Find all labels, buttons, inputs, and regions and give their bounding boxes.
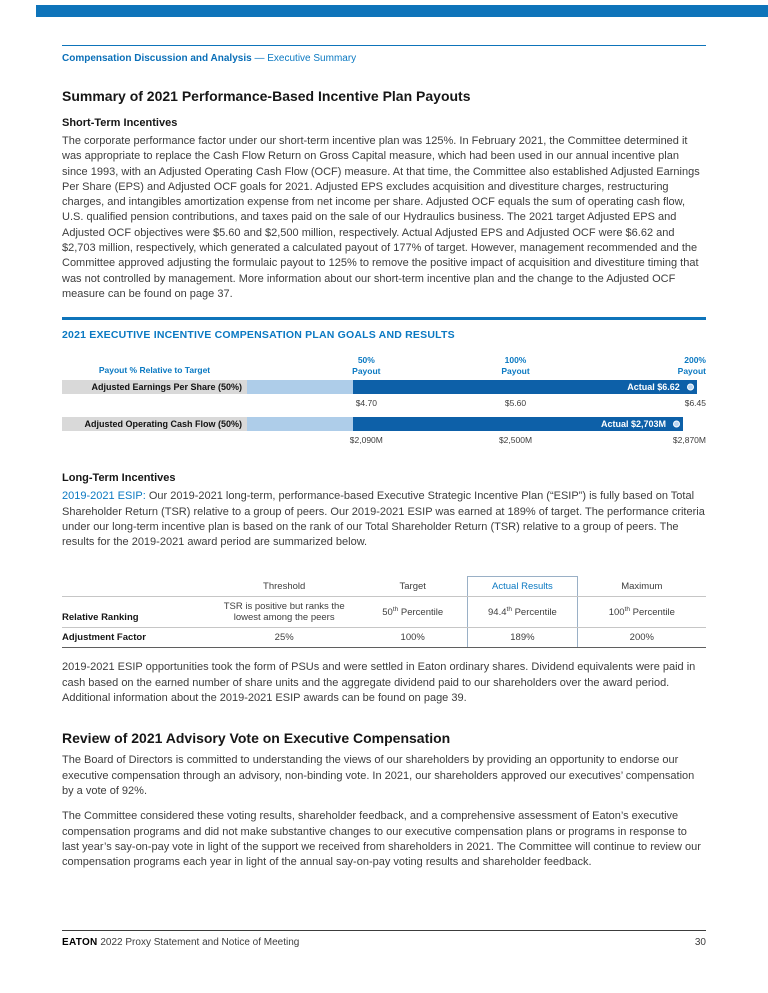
eps-actual-value: Actual $6.62: [627, 382, 680, 393]
footer-brand: EATON: [62, 937, 98, 948]
ocf-actual-marker-dot: [673, 421, 680, 428]
col-header-200-payout: [678, 355, 706, 376]
chart-column-headers: [247, 350, 706, 376]
ocf-bar-threshold-segment: [247, 417, 353, 431]
col-header-100-payout: [501, 355, 529, 376]
chart-row-eps-label: Adjusted Earnings Per Share (50%): [62, 380, 247, 394]
col-header-50-top: 50%: [357, 355, 375, 366]
page-footer: [62, 930, 706, 948]
col-header-200-top: 200%: [684, 355, 706, 366]
short-term-paragraph: The corporate performance factor under our short-term incentive plan was 125%. In February 2021, the Committee determined it was appropriate to replace the Cash Flow Return on Gross Capital measure, which had been used in our annual incentive plan since 1993, with an Adjusted Operating Cash Flow (OCF) measure. At that time, the Committee also established Adjusted Earnings Per Share (EPS) and Adjusted OCF goals for 2021. Adjusted EPS excludes acquisition and divestiture charges, restructuring charges, and intangibles amortization expense from net income per share. Adjusted OCF equals the sum of operating cash flow, U.S. qualified pension contributions, and taxes paid on the sale of our Hydraulics business. The 2021 target Adjusted EPS and Adjusted OCF objectives were $5.60 and $2,500 million, respectively. Actual Adjusted EPS and Adjusted OCF were $6.62 and $2,703 million, respectively, which generated a calculated payout of 177% of target. However, management recommended and the Committee approved adjusting the formulaic payout to 125% to remove the positive impact of acquisition and divestiture timing that was not controlled by management. More information about our short-term incentive plan and the change to the Adjusted OCF measure can be found on page 37.: [62, 135, 700, 300]
chart-row-ocf: [62, 417, 706, 431]
long-term-body-text: Our 2019-2021 long-term, performance-based Executive Strategic Incentive Plan (“ESIP”) is fully based on Total Shareholder Return (TSR) relative to a group of peers. Our 2019-2021 ESIP was earned at 189% of target. The performance criteria under our long-term incentive plan is based on the rank of our Total Shareholder Return (TSR) relative to a group of peers. The results for the 2019-2021 award period are summarized below.: [62, 490, 705, 549]
eps-tick-200: $6.45: [684, 398, 706, 409]
chart-header-row: [62, 350, 706, 376]
chart-row-ocf-ticks: [62, 433, 706, 454]
cell-ranking-target: 50th Percentile: [358, 597, 467, 628]
chart-row-ocf-bar: [247, 417, 706, 431]
eps-tick-values: [247, 396, 706, 409]
esip-settlement-paragraph: 2019-2021 ESIP opportunities took the form of PSUs and were settled in Eaton ordinary shares. Dividend equivalents were paid in cash based on the earned number of share units and the aggregate dividend paid to our shareholders over the award period. Additional information about the 2019-2021 ESIP awards can be found on page 39.: [62, 661, 696, 705]
cell-factor-maximum: 200%: [577, 628, 706, 648]
review-section-title: Review of 2021 Advisory Vote on Executive Compensation: [62, 730, 451, 747]
breadcrumb-subsection: — Executive Summary: [251, 53, 357, 64]
ocf-tick-50: $2,090M: [349, 435, 383, 446]
header-target: Target: [358, 577, 467, 597]
ltip-results-table: [62, 576, 706, 648]
eps-actual-marker-dot: [687, 384, 694, 391]
incentive-payout-chart: [62, 350, 706, 454]
cell-ranking-threshold: TSR is positive but ranks the lowest among the peers: [210, 597, 358, 628]
col-header-100-top: 100%: [504, 355, 527, 366]
ocf-tick-values: [247, 433, 706, 446]
eps-tick-50: $4.70: [355, 398, 377, 409]
breadcrumb: [62, 45, 706, 64]
breadcrumb-section: Compensation Discussion and Analysis: [62, 53, 252, 64]
spacer: [62, 433, 247, 447]
chart-axis-label: Payout % Relative to Target: [98, 365, 211, 376]
eps-bar-actual-segment: [353, 380, 697, 394]
col-header-200-bottom: Payout: [677, 365, 706, 376]
col-header-100-bottom: Payout: [501, 365, 530, 376]
esip-link[interactable]: 2019-2021 ESIP:: [62, 490, 146, 503]
page-title: Summary of 2021 Performance-Based Incentive Plan Payouts: [62, 88, 471, 104]
page-content: [62, 0, 706, 870]
chart-row-eps-ticks: [62, 396, 706, 417]
col-header-50-bottom: Payout: [352, 365, 381, 376]
short-term-heading: Short-Term Incentives: [62, 117, 178, 129]
header-threshold: Threshold: [210, 577, 358, 597]
ocf-actual-value: Actual $2,703M: [601, 419, 667, 430]
header-maximum: Maximum: [577, 577, 706, 597]
cell-factor-threshold: 25%: [210, 628, 358, 648]
ocf-bar-actual-segment: [353, 417, 683, 431]
cell-ranking-actual: 94.4th Percentile: [468, 597, 577, 628]
row-label-relative-ranking: Relative Ranking: [62, 597, 210, 628]
chart-title: 2021 EXECUTIVE INCENTIVE COMPENSATION PLAN GOALS AND RESULTS: [62, 329, 455, 342]
spacer: [62, 396, 247, 410]
header-empty: [62, 577, 210, 597]
col-header-50-payout: [352, 355, 380, 376]
eps-bar-threshold-segment: [247, 380, 353, 394]
footer-page-number: 30: [694, 937, 706, 948]
eps-tick-100: $5.60: [504, 398, 527, 409]
table-row-relative-ranking: [62, 597, 706, 628]
ocf-tick-200: $2,870M: [672, 435, 706, 446]
row-label-adjustment-factor: Adjustment Factor: [62, 628, 210, 648]
footer-left: [62, 937, 299, 948]
chart-row-ocf-label: Adjusted Operating Cash Flow (50%): [62, 417, 247, 431]
review-paragraph-2: The Committee considered these voting results, shareholder feedback, and a comprehensive assessment of Eaton’s executive compensation programs and did not make substantive changes to our executive compensation plans or programs in response to last year’s say-on-pay vote in light of the support we received from shareholders in 2021. The Committee will continue to review our compensation programs each year in light of the annual say-on-pay voting results and shareholder feedback.: [62, 810, 701, 869]
chart-row-eps: [62, 380, 706, 394]
long-term-heading: Long-Term Incentives: [62, 472, 176, 485]
long-term-paragraph: [62, 489, 706, 550]
cell-factor-actual: 189%: [468, 628, 577, 648]
table-row-adjustment-factor: [62, 628, 706, 648]
ocf-tick-100: $2,500M: [498, 435, 533, 446]
footer-doc-title: 2022 Proxy Statement and Notice of Meeting: [97, 937, 300, 948]
table-header-row: [62, 577, 706, 597]
cell-ranking-maximum: 100th Percentile: [577, 597, 706, 628]
chart-top-rule: [62, 317, 706, 320]
header-actual-results: Actual Results: [468, 577, 577, 597]
review-paragraph-1: The Board of Directors is committed to understanding the views of our shareholders by providing an opportunity to endorse our executive compensation through an advisory, non-binding vote. In 2021, our shareholders approved our executives’ compensation by a vote of 92%.: [62, 754, 695, 797]
cell-factor-target: 100%: [358, 628, 467, 648]
chart-row-eps-bar: [247, 380, 706, 394]
